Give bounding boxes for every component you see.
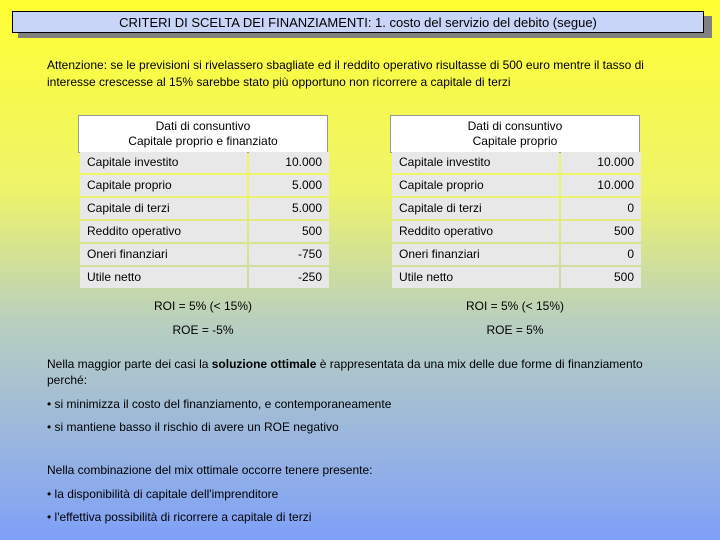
left-roi: ROI = 5% (< 15%): [153, 299, 253, 313]
table-row: [392, 267, 641, 288]
row-value: 0: [561, 198, 641, 219]
row-value: 500: [561, 221, 641, 242]
row-label: Utile netto: [80, 267, 247, 288]
left-header-line1: Dati di consuntivo: [155, 119, 251, 133]
row-label: Capitale investito: [392, 152, 559, 173]
table-row: [392, 221, 641, 242]
row-label: Capitale proprio: [80, 175, 247, 196]
list-item: • si mantiene basso il rischio di avere un ROE negativo: [47, 420, 339, 434]
row-value: 5.000: [249, 198, 329, 219]
table-row: [80, 175, 329, 196]
row-value: -750: [249, 244, 329, 265]
conclusion-text-end: è rappresentata da una mix delle due forme di finanziamento perché:: [47, 357, 643, 387]
left-table-header: [78, 115, 328, 153]
intro-text: Attenzione: se le previsioni si rivelassero sbagliate ed il reddito operativo risultasse di 500 euro mentre il tasso di interesse crescesse al 15% sarebbe stato più opportuno non ricorrere a capitale di terzi: [47, 58, 644, 89]
table-row: [80, 198, 329, 219]
table-row: [392, 198, 641, 219]
left-roe: ROE = -5%: [172, 323, 234, 337]
row-label: Reddito operativo: [392, 221, 559, 242]
row-label: Oneri finanziari: [80, 244, 247, 265]
row-value: 5.000: [249, 175, 329, 196]
row-value: 500: [561, 267, 641, 288]
mix-paragraph: Nella combinazione del mix ottimale occorre tenere presente:: [47, 463, 373, 477]
row-value: 10.000: [561, 175, 641, 196]
table-row: [80, 267, 329, 288]
row-label: Capitale investito: [80, 152, 247, 173]
conclusion-paragraph: [47, 356, 647, 388]
table-row: [80, 152, 329, 173]
list-item: • si minimizza il costo del finanziamento, e contemporaneamente: [47, 397, 392, 411]
row-label: Capitale di terzi: [80, 198, 247, 219]
list-item: • l'effettiva possibilità di ricorrere a capitale di terzi: [47, 510, 312, 524]
right-roi: ROI = 5% (< 15%): [465, 299, 565, 313]
table-row: [392, 244, 641, 265]
row-label: Reddito operativo: [80, 221, 247, 242]
row-label: Utile netto: [392, 267, 559, 288]
slide-title: CRITERI DI SCELTA DEI FINANZIAMENTI: 1. costo del servizio del debito (segue): [12, 11, 704, 33]
right-header-line2: Capitale proprio: [472, 134, 558, 148]
row-value: -250: [249, 267, 329, 288]
table-row: [392, 152, 641, 173]
right-data-table: [392, 152, 641, 290]
left-data-table: [80, 152, 329, 290]
row-value: 10.000: [249, 152, 329, 173]
left-header-line2: Capitale proprio e finanziato: [128, 134, 278, 148]
table-row: [392, 175, 641, 196]
table-row: [80, 221, 329, 242]
right-header-line1: Dati di consuntivo: [467, 119, 563, 133]
row-value: 10.000: [561, 152, 641, 173]
row-label: Oneri finanziari: [392, 244, 559, 265]
list-item: • la disponibilità di capitale dell'imprenditore: [47, 487, 279, 501]
row-value: 0: [561, 244, 641, 265]
right-table-header: [390, 115, 640, 153]
row-value: 500: [249, 221, 329, 242]
right-roe: ROE = 5%: [486, 323, 544, 337]
conclusion-bold-phrase: soluzione ottimale: [211, 357, 317, 371]
conclusion-text-start: Nella maggior parte dei casi la: [47, 357, 212, 371]
row-label: Capitale proprio: [392, 175, 559, 196]
table-row: [80, 244, 329, 265]
row-label: Capitale di terzi: [392, 198, 559, 219]
